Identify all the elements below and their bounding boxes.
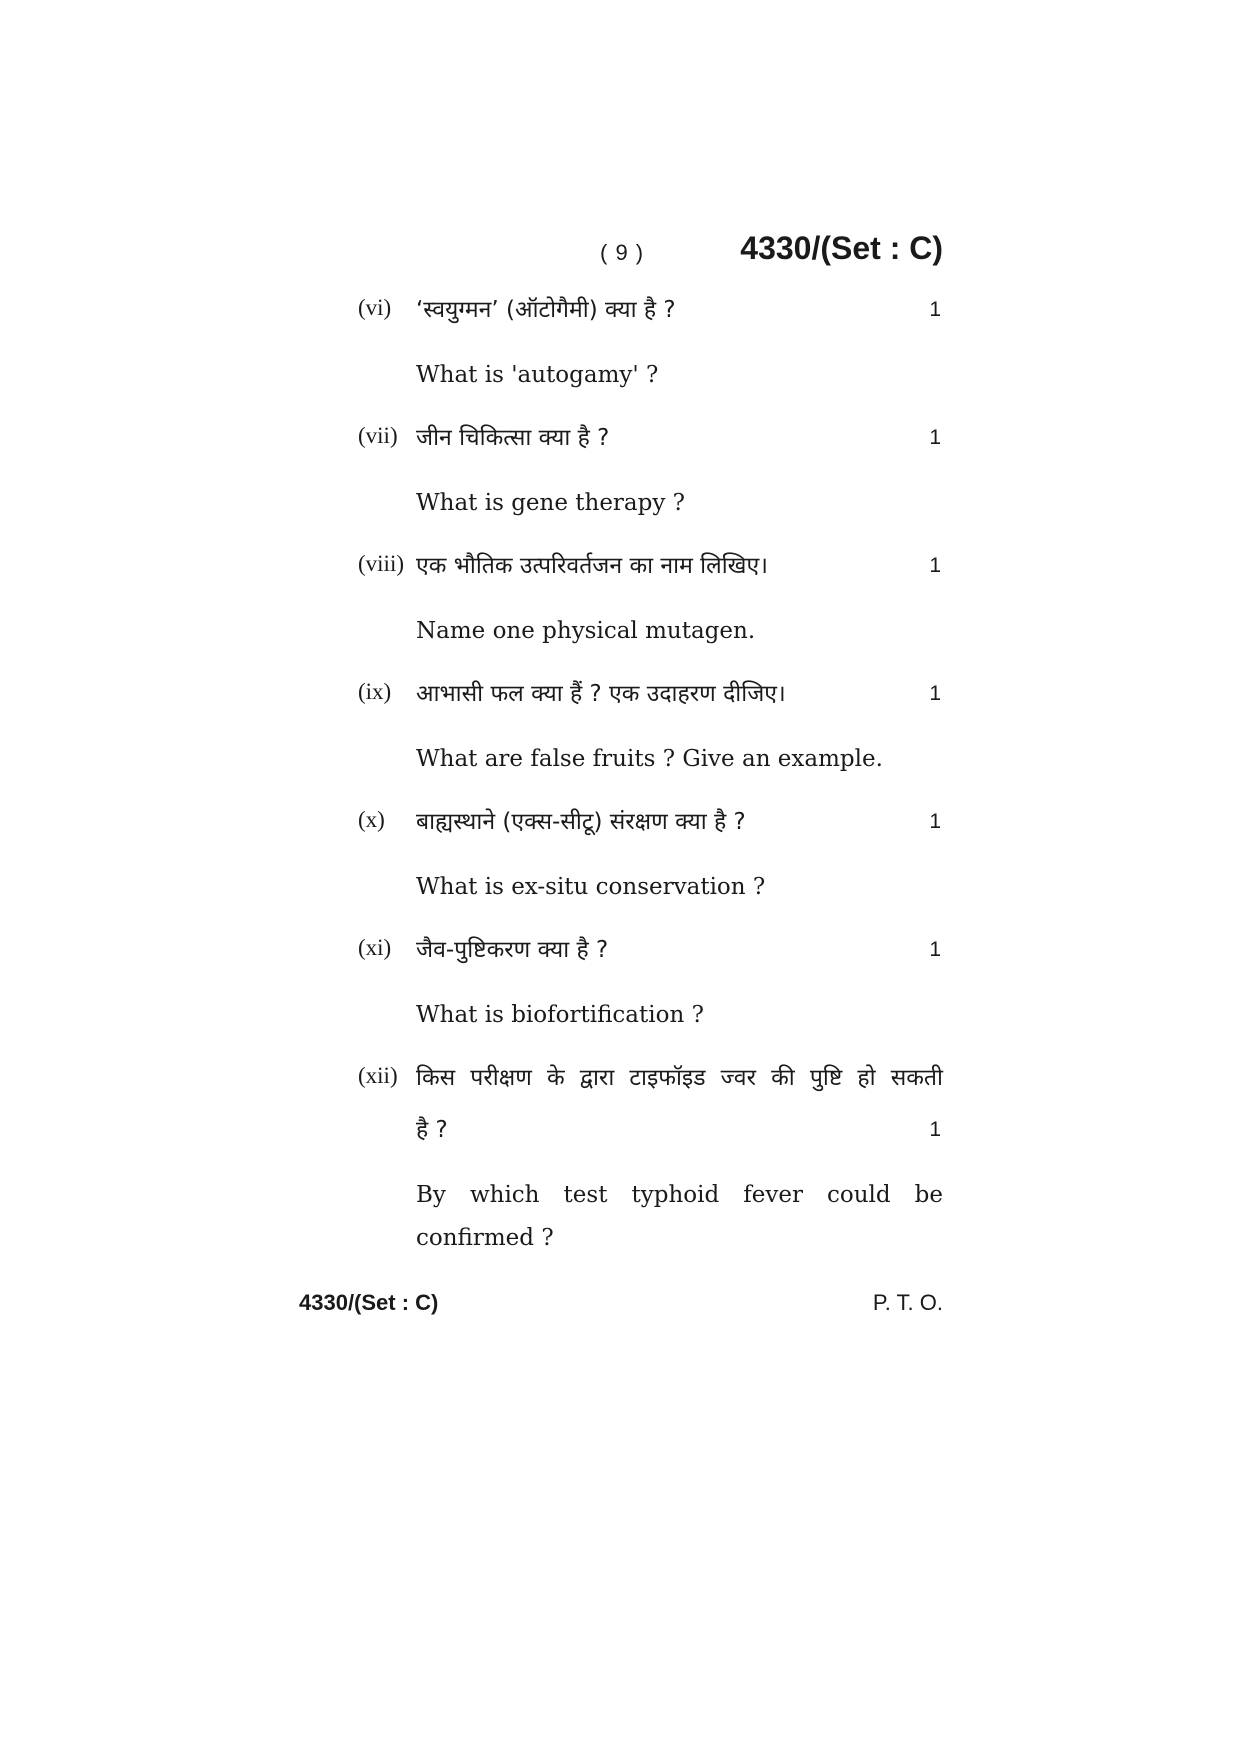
question-number-xi: (xi) <box>358 935 392 960</box>
question-number-x: (x) <box>358 807 385 832</box>
question-viii-hindi: एक भौतिक उत्परिवर्तजन का नाम लिखिए। <box>416 553 768 579</box>
question-viii-english: Name one physical mutagen. <box>416 618 756 644</box>
question-number-vi: (vi) <box>358 295 392 320</box>
question-xii-hindi-line1: किस परीक्षण के द्वारा टाइफॉइड ज्वर की पुष्टि हो सकती <box>416 1065 943 1091</box>
question-xii-english-line1: By which test typhoid fever could be <box>416 1182 943 1208</box>
question-ix-english: What are false fruits ? Give an example. <box>416 746 883 772</box>
question-number-xii: (xii) <box>358 1063 398 1088</box>
question-x-hindi: बाह्यस्थाने (एक्स-सीटू) संरक्षण क्या है ? <box>416 809 746 835</box>
question-ix-hindi: आभासी फल क्या हैं ? एक उदाहरण दीजिए। <box>416 681 786 707</box>
question-vii-hindi: जीन चिकित्सा क्या है ? <box>416 425 610 451</box>
question-x-english: What is ex-situ conservation ? <box>416 874 766 900</box>
footer-paper-code: 4330/(Set : C) <box>299 1290 439 1315</box>
header-paper-code: 4330/(Set : C) <box>740 230 943 266</box>
question-xii-english-line2: confirmed ? <box>416 1225 554 1251</box>
question-xi-english: What is biofortification ? <box>416 1002 704 1028</box>
question-x-marks: 1 <box>929 810 941 833</box>
question-vi-marks: 1 <box>929 298 941 321</box>
question-number-viii: (viii) <box>358 551 404 576</box>
question-vii-english: What is gene therapy ? <box>416 490 685 516</box>
question-number-vii: (vii) <box>358 423 398 448</box>
question-vi-hindi: ‘स्वयुग्मन’ (ऑटोगैमी) क्या है ? <box>416 297 676 323</box>
question-vi-english: What is 'autogamy' ? <box>416 362 659 388</box>
question-xi-marks: 1 <box>929 938 941 961</box>
question-ix-marks: 1 <box>929 682 941 705</box>
page-number: ( 9 ) <box>600 240 645 265</box>
question-number-ix: (ix) <box>358 679 392 704</box>
question-vii-marks: 1 <box>929 426 941 449</box>
question-xii-hindi-line2: है ? <box>416 1117 448 1143</box>
question-viii-marks: 1 <box>929 554 941 577</box>
question-xi-hindi: जैव-पुष्टिकरण क्या है ? <box>416 937 609 963</box>
question-xii-marks: 1 <box>929 1118 941 1141</box>
footer-pto: P. T. O. <box>872 1290 943 1315</box>
